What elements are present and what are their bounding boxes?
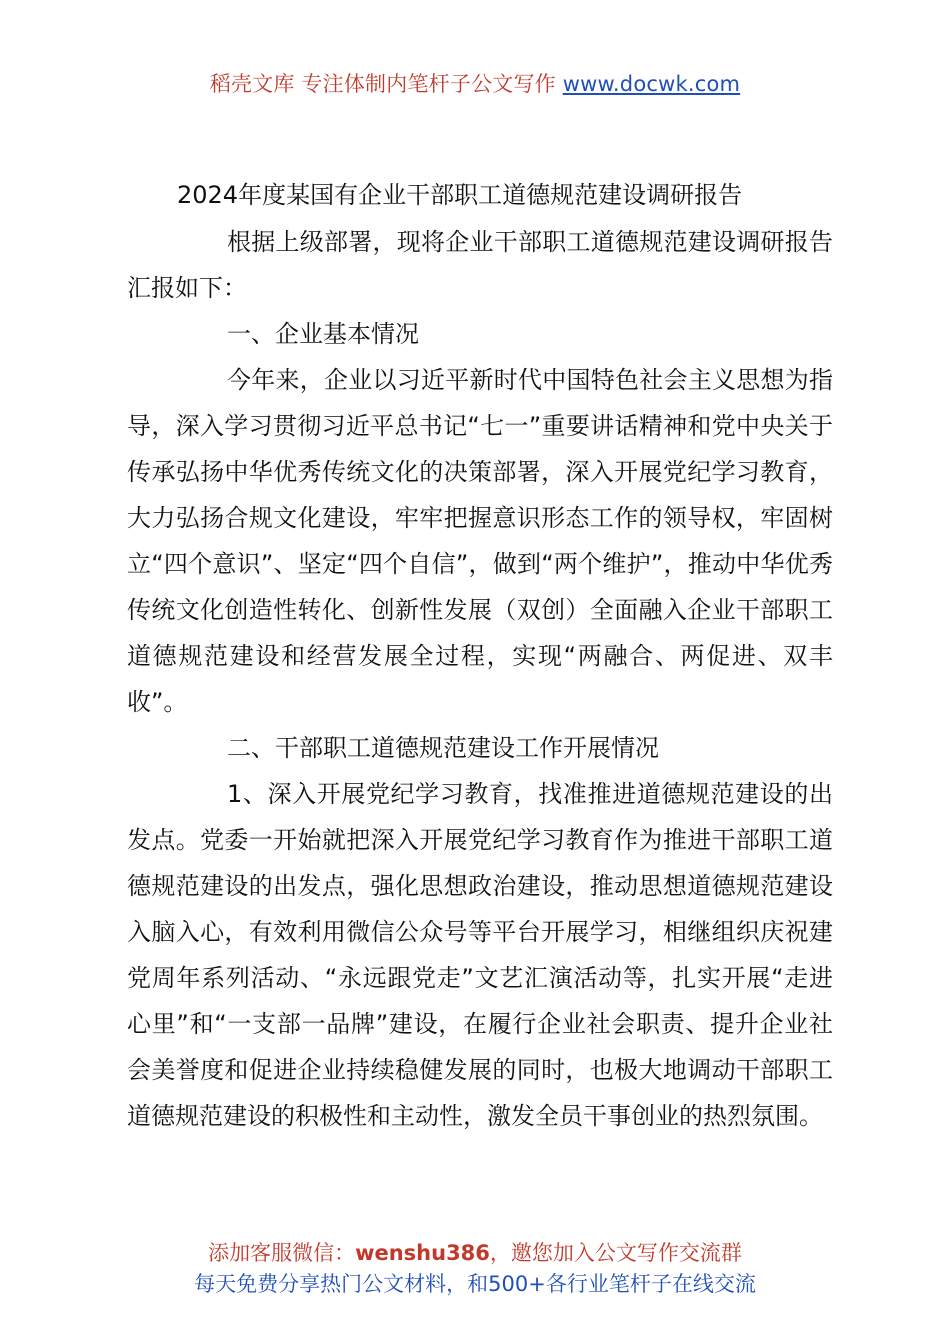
paragraph-intro: 根据上级部署，现将企业干部职工道德规范建设调研报告汇报如下： bbox=[127, 228, 833, 302]
page-header bbox=[0, 68, 950, 98]
section-heading-1: 一、企业基本情况 bbox=[227, 320, 419, 348]
section-heading-2: 二、干部职工道德规范建设工作开展情况 bbox=[227, 734, 659, 762]
footer-wechat-id: wenshu386 bbox=[355, 1241, 490, 1265]
document-body bbox=[127, 175, 833, 1139]
footer-wechat-suffix: ，邀您加入公文写作交流群 bbox=[489, 1241, 742, 1265]
header-url-link[interactable]: www.docwk.com bbox=[562, 72, 741, 96]
paragraph-section-1: 今年来，企业以习近平新时代中国特色社会主义思想为指导，深入学习贯彻习近平总书记“七一”重要讲话精神和党中央关于传承弘扬中华优秀传统文化的决策部署，深入开展党纪学习教育，大力弘扬合规文化建设，牢牢把握意识形态工作的领导权，牢固树立“四个意识”、坚定“四个自信”，做到“两个维护”，推动中华优秀传统文化创造性转化、创新性发展（双创）全面融入企业干部职工道德规范建设和经营发展全过程，实现“两融合、两促进、双丰收”。 bbox=[127, 366, 833, 716]
document-title: 2024年度某国有企业干部职工道德规范建设调研报告 bbox=[177, 181, 743, 209]
footer-share-line: 每天免费分享热门公文材料，和500+各行业笔杆子在线交流 bbox=[194, 1272, 756, 1296]
footer-wechat-prefix: 添加客服微信： bbox=[208, 1241, 356, 1265]
footer-wechat-line bbox=[0, 1238, 950, 1269]
page-footer bbox=[0, 1238, 950, 1300]
paragraph-section-2-item-1: 1、深入开展党纪学习教育，找准推进道德规范建设的出发点。党委一开始就把深入开展党纪学习教育作为推进干部职工道德规范建设的出发点，强化思想政治建设，推动思想道德规范建设入脑入心，有效利用微信公众号等平台开展学习，相继组织庆祝建党周年系列活动、“永远跟党走”文艺汇演活动等，扎实开展“走进心里”和“一支部一品牌”建设，在履行企业社会职责、提升企业社会美誉度和促进企业持续稳健发展的同时，也极大地调动干部职工道德规范建设的积极性和主动性，激发全员干事创业的热烈氛围。 bbox=[127, 780, 833, 1130]
header-tagline: 稻壳文库 专注体制内笔杆子公文写作 bbox=[209, 72, 563, 96]
